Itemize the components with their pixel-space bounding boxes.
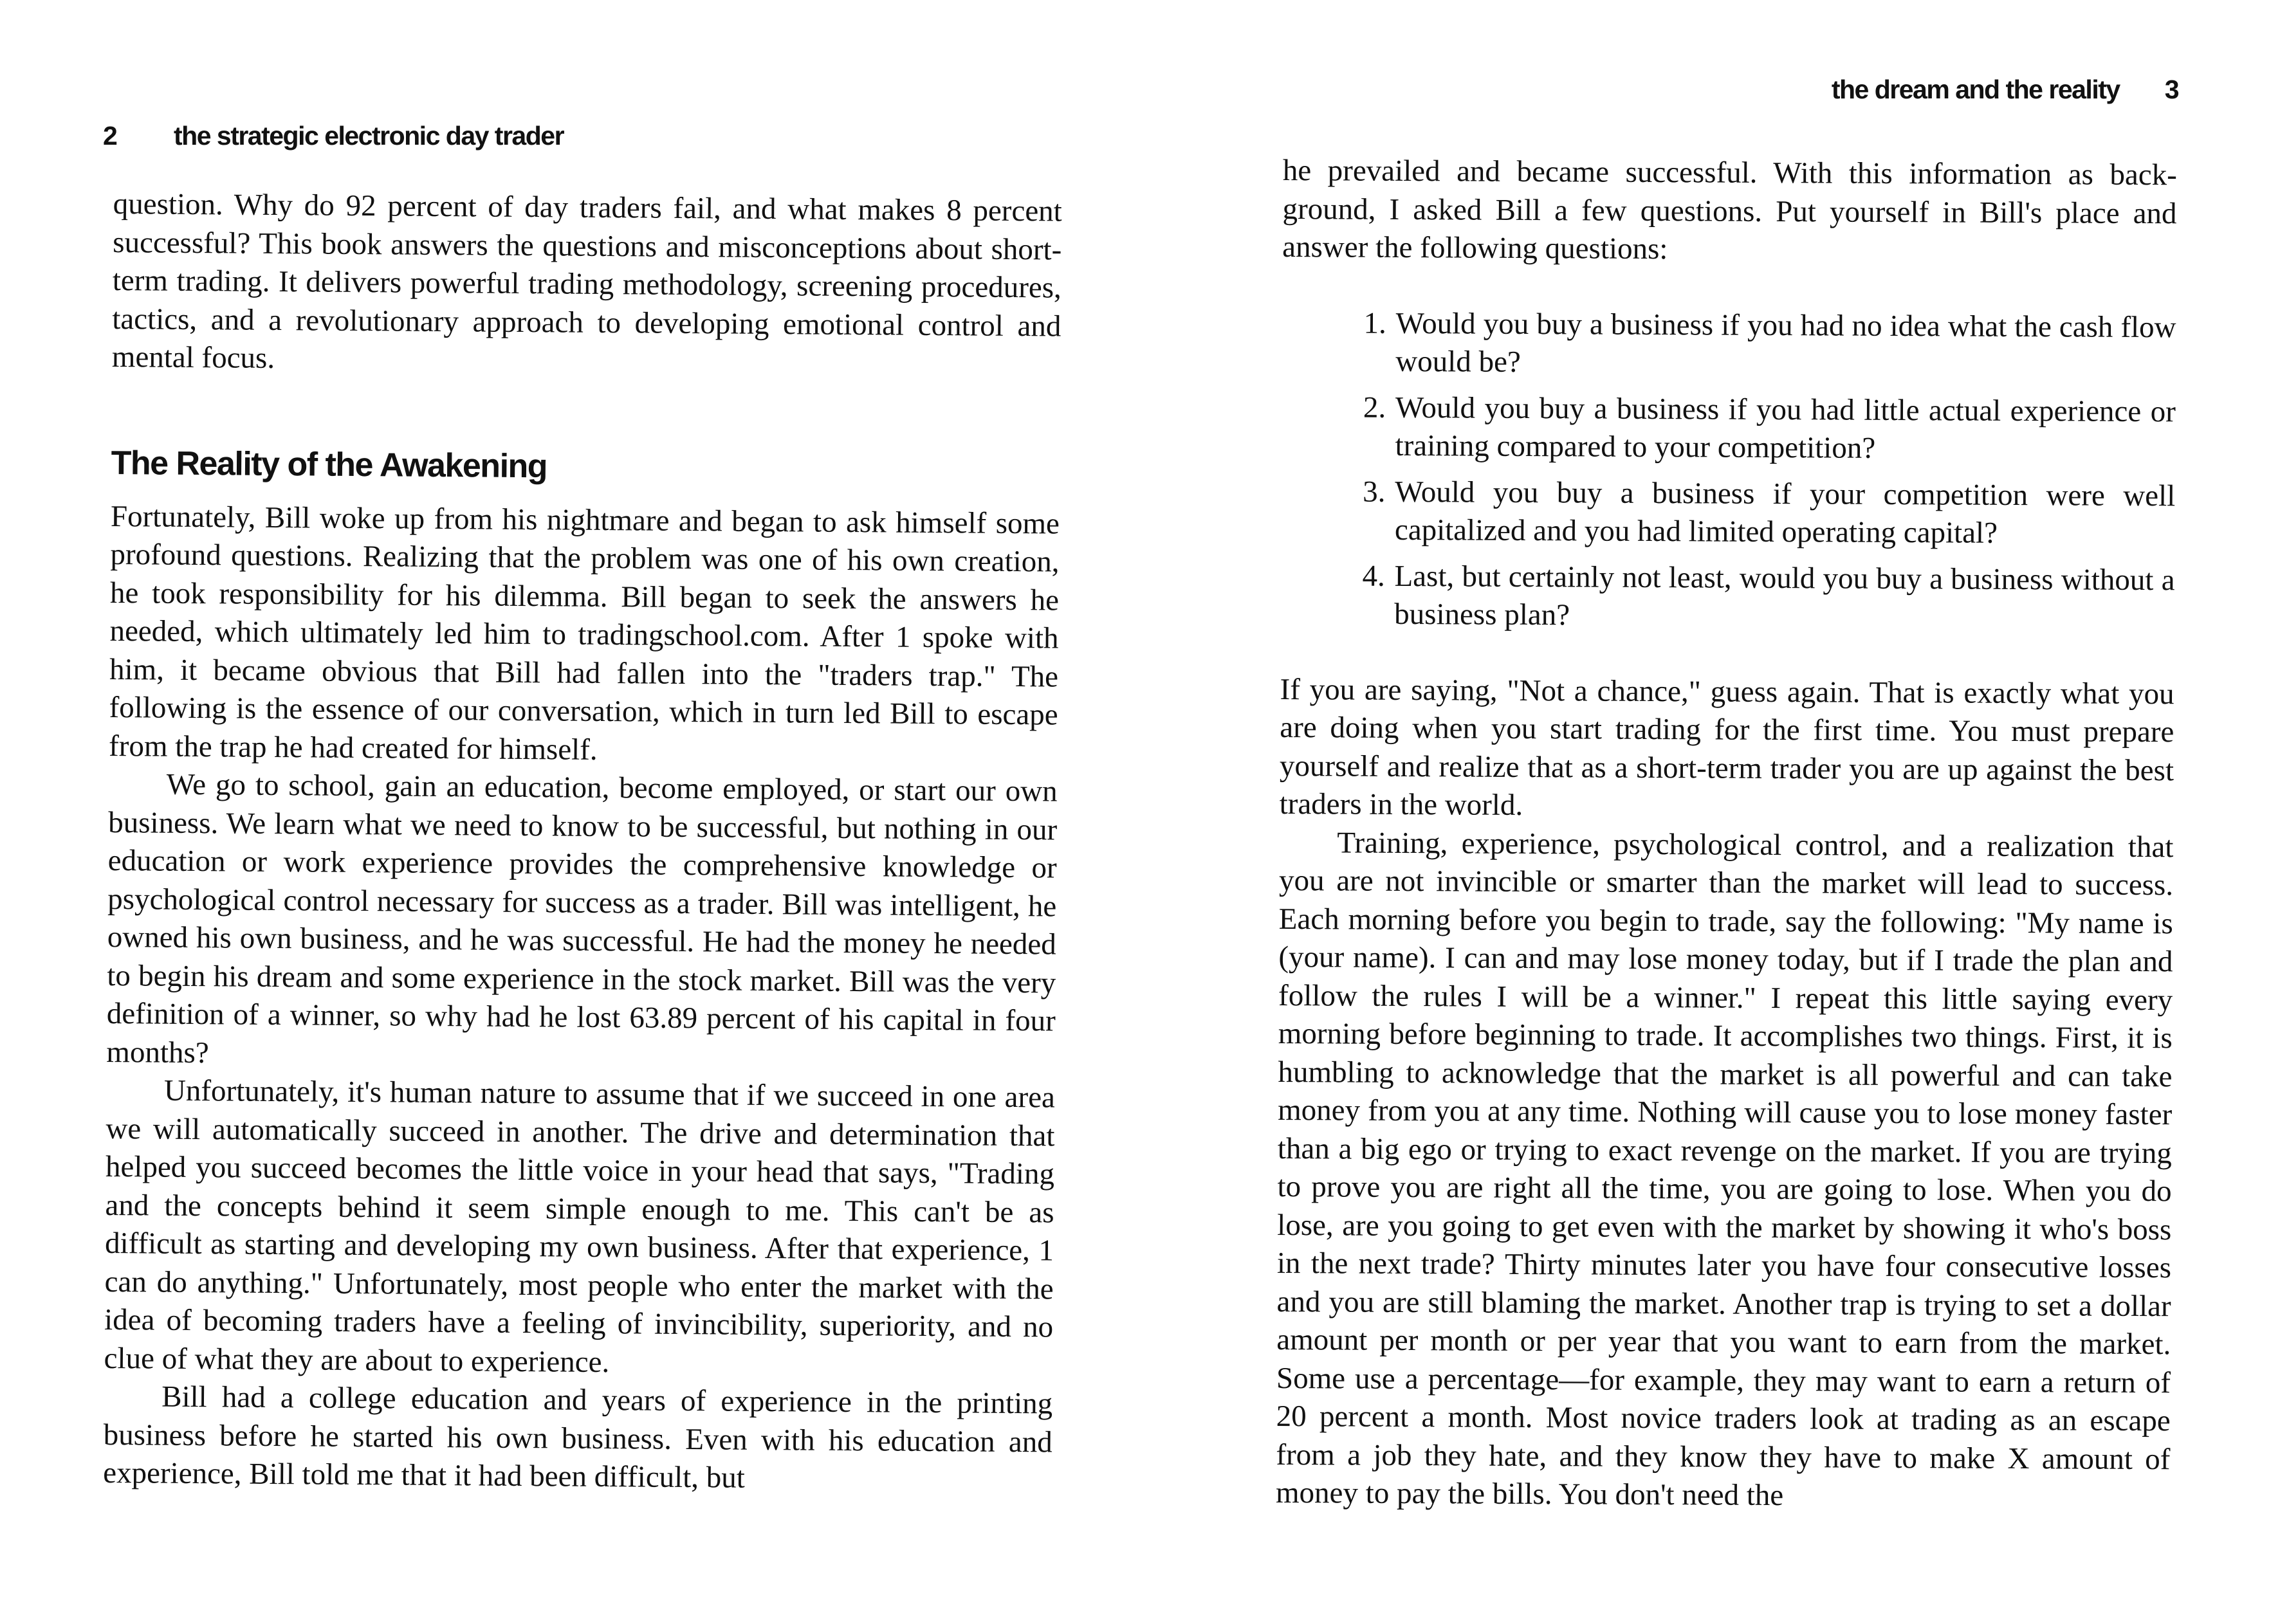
question-text: Would you buy a business if you had little actual experience or training compared to your competition?	[1395, 390, 2176, 465]
left-body-text	[103, 185, 1062, 1500]
question-item	[1363, 304, 2176, 385]
question-item	[1363, 473, 2176, 554]
left-running-head-title: the strategic electronic day trader	[174, 121, 564, 151]
section-paragraph-4: Bill had a college education and years of experience in the printing business before he started his own business. Even with his education and experience, Bill told me that it had been difficult, but	[103, 1380, 1053, 1495]
question-text: Would you buy a business if you had no idea what the cash flow would be?	[1395, 306, 2176, 379]
section-paragraph-3: Unfortunately, it's human nature to assume that if we succeed in one area we will automatically succeed in another. The drive and determination that helped you succeed becomes the little voice in your head that says, "Trading and the concepts behind it seem simple enough to me. This can't be as difficult as starting and developing my own business. After that experience, 1 can do anything." Unfortunately, most people who enter the market with the idea of becoming traders have a feeling of invincibility, superiority, and no clue of what they are about to experience.	[104, 1073, 1056, 1379]
question-text: Last, but certainly not least, would you buy a business without a business plan?	[1394, 559, 2175, 632]
right-page-number: 3	[2164, 75, 2178, 104]
opening-paragraph: question. Why do 92 percent of day traders fail, and what makes 8 percent successful? This book answers the questions and misconceptions about short-term trading. It delivers powerful trading methodology, screening procedures, tactics, and a revolutionary approach to developing emotional control and mental focus.	[111, 187, 1062, 375]
left-page-number: 2	[103, 121, 117, 151]
question-item	[1362, 557, 2175, 638]
left-running-head	[103, 121, 564, 151]
right-running-head-title: the dream and the reality	[1831, 75, 2120, 104]
left-page	[0, 0, 1144, 1624]
right-body-text	[1276, 152, 2177, 1517]
question-number: 2.	[1363, 390, 1386, 424]
right-running-head	[1832, 75, 2178, 105]
question-number: 1.	[1363, 306, 1386, 340]
question-item	[1363, 388, 2176, 470]
right-page	[1144, 0, 2289, 1624]
question-text: Would you buy a business if your competition were well capitalized and you had limited operating capital?	[1394, 475, 2176, 550]
body-paragraph-2: Training, experience, psychological control, and a realization that you are not invincible or smarter than the market will lead to success. Each morning before you begin to trade, say the following: "My name is (your name). I can and may lose money today, but if I trade the plan and follow the rules I will be a winner." I repeat this little saying every morning before beginning to trade. It accomplishes two things. First, it is humbling to acknowledge that the market is all powerful and can take money from you at any time. Nothing will cause you to lose money faster than a big ego or trying to exact revenge on the market. If you are trying to prove you are right all the time, you are going to lose. When you do lose, are you going to get even with the market by showing it who's boss in the next trade? Thirty minutes later you have four consecutive losses and you are still blaming the market. Another trap is trying to set a dollar amount per month or per year that you want to earn from the market. Some use a percentage—for example, they may want to earn a return of 20 percent a month. Most novice traders look at trading as an escape from a job they hate, and they know they have to make X amount of money to pay the bills. You don't need the	[1275, 825, 2174, 1513]
question-number: 4.	[1362, 559, 1385, 593]
question-number: 3.	[1363, 475, 1386, 509]
section-paragraph-1: Fortunately, Bill woke up from his nightmare and began to ask himself some profound questions. Realizing that the problem was one of his own creation, he took responsibility for his dilemma. Bill began to seek the answers he needed, which ultimately led him to tradingschool.com. After 1 spoke with him, it became obvious that Bill had fallen into the "traders trap." The following is the essence of our conversation, which in turn led Bill to escape from the trap he had created for himself.	[108, 499, 1060, 767]
question-list	[1280, 304, 2176, 637]
intro-paragraph: he prevailed and became successful. With this information as background, I asked Bill a few questions. Put yourself in Bill's place and answer the following questions:	[1282, 153, 2177, 266]
body-paragraph-1: If you are saying, "Not a chance," guess again. That is exactly what you are doing when you start trading for the first time. You must prepare yourself and realize that as a short-term trader you are up against the best traders in the world.	[1279, 672, 2174, 822]
section-heading: The Reality of the Awakening	[111, 444, 547, 485]
section-paragraph-2: We go to school, gain an education, become employed, or start our own business. We learn what we need to know to be successful, but nothing in our education or work experience provides the comprehensive knowledge or psychological control necessary for success as a trader. Bill was intelligent, he owned his own business, and he was successful. He had the money he needed to begin his dream and some experience in the stock market. Bill was the very definition of a winner, so why had he lost 63.89 percent of his capital in four months?	[106, 767, 1058, 1070]
